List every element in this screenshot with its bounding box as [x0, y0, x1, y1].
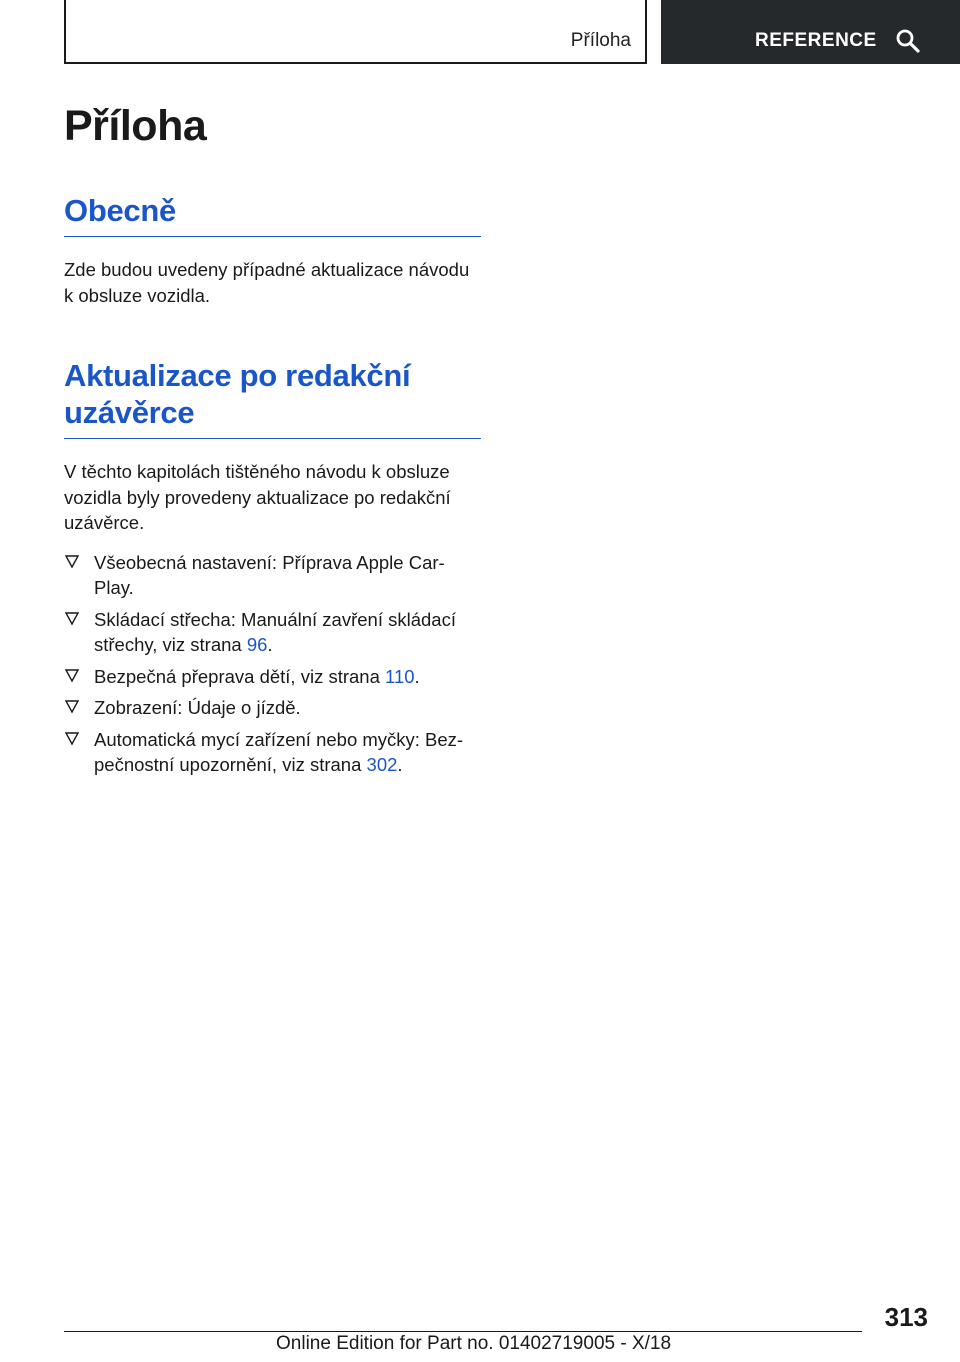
list-item — [64, 664, 481, 690]
header-reference-tab[interactable] — [661, 0, 960, 64]
heading-line-1: Aktualizace po redakční — [64, 358, 411, 393]
triangle-bullet-icon — [65, 668, 79, 684]
search-icon[interactable] — [895, 28, 921, 54]
list-item — [64, 695, 481, 721]
footer-edition-text: Online Edition for Part no. 01402719005 - X/18 — [276, 1333, 672, 1354]
triangle-bullet-icon — [65, 611, 79, 627]
triangle-bullet-icon — [65, 554, 79, 570]
list-item-text: Zobrazení: Údaje o jízdě. — [94, 697, 301, 718]
list-item-tail: . — [414, 665, 420, 687]
list-item — [64, 550, 481, 601]
page-title: Příloha — [64, 102, 207, 150]
section-paragraph-aktualizace: V těchto kapitolách tištěného návodu k obsluze vozidla byly provedeny aktualizace po redakční uzávěrce. — [64, 461, 451, 533]
list-item — [64, 607, 481, 658]
list-item — [64, 727, 481, 778]
reference-label[interactable]: REFERENCE — [755, 30, 877, 51]
list-item-tail: . — [267, 634, 273, 655]
list-item-text: Automatická mycí zařízení nebo myčky: Bez‐pečnostní upozornění, viz strana — [94, 728, 464, 775]
section-heading-obecne: Obecně — [64, 192, 481, 237]
page-number: 313 — [884, 1302, 928, 1332]
section-heading-aktualizace — [64, 357, 481, 439]
heading-line-2: uzávěrce — [64, 395, 195, 430]
page-link[interactable]: 96 — [246, 634, 268, 655]
list-item-text: Bezpečná přeprava dětí, viz strana — [94, 665, 386, 687]
footer-divider — [64, 1331, 862, 1332]
list-item-tail: . — [397, 754, 403, 775]
section-paragraph-obecne: Zde budou uvedeny případné aktualizace návodu k obsluze vozidla. — [64, 259, 470, 306]
page-link[interactable]: 302 — [366, 754, 398, 775]
page-link[interactable]: 110 — [385, 665, 415, 687]
list-item-text: Skládací střecha: Manuální zavření skládací střechy, viz strana — [94, 608, 456, 655]
header-section-name: Příloha — [570, 30, 631, 51]
header-section-tab — [64, 0, 647, 64]
triangle-bullet-icon — [65, 731, 79, 747]
triangle-bullet-icon — [65, 699, 79, 715]
main-content — [64, 100, 481, 784]
update-list — [64, 550, 481, 778]
list-item-text: Všeobecná nastavení: Příprava Apple Car‐Play. — [94, 551, 445, 598]
